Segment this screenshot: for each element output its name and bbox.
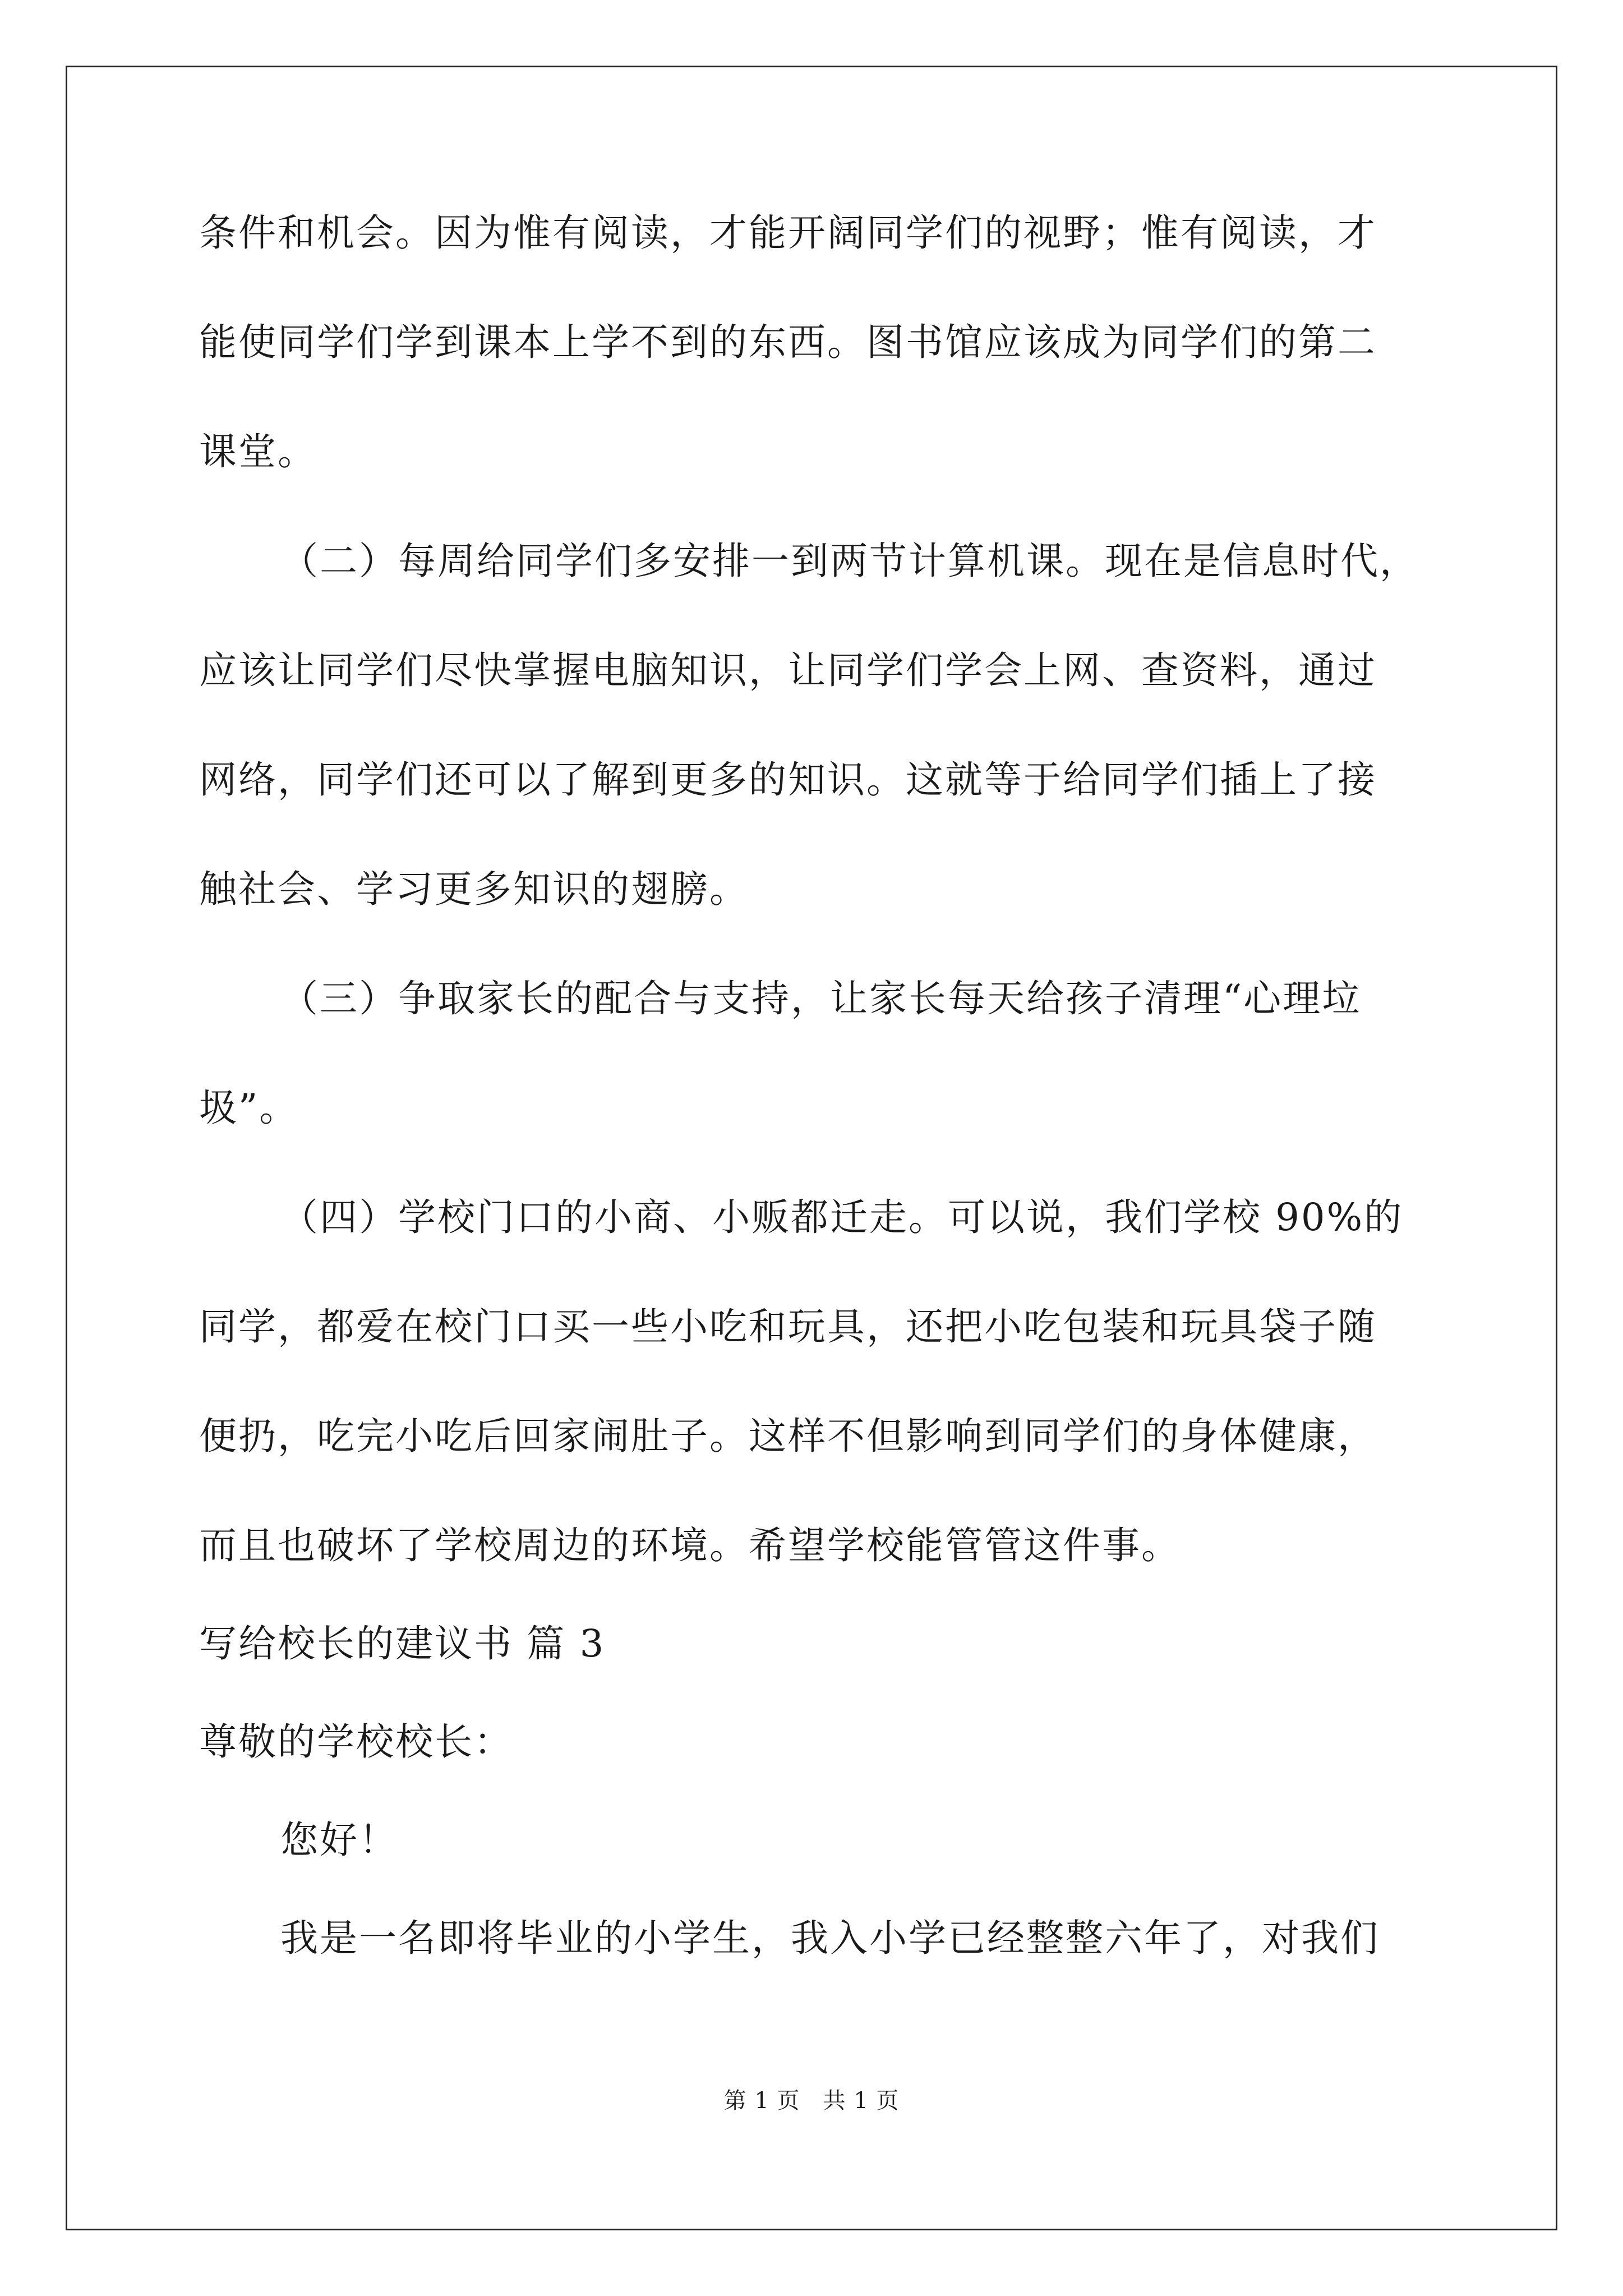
text-line: （二）每周给同学们多安排一到两节计算机课。现在是信息时代，: [280, 539, 1419, 583]
salutation: 尊敬的学校校长：: [199, 1720, 513, 1764]
text-line: 我是一名即将毕业的小学生，我入小学已经整整六年了，对我们: [280, 1916, 1380, 1960]
section-title: 写给校长的建议书 篇 3: [199, 1622, 606, 1665]
page-border: [66, 66, 1557, 2230]
text-line: （三）争取家长的配合与支持，让家长每天给孩子清理“心理垃: [280, 977, 1362, 1020]
text-line: （四）学校门口的小商、小贩都迁走。可以说，我们学校 90%的: [280, 1195, 1404, 1239]
text-line: 同学，都爱在校门口买一些小吃和玩具，还把小吃包装和玩具袋子随: [199, 1305, 1377, 1349]
page-number-footer: 第 1 页 共 1 页: [723, 2088, 900, 2114]
text-line: 课堂。: [199, 430, 317, 473]
text-line: 圾”。: [199, 1086, 299, 1130]
text-line: 应该让同学们尽快掌握电脑知识，让同学们学会上网、查资料，通过: [199, 648, 1377, 692]
text-line: 而且也破坏了学校周边的环境。希望学校能管管这件事。: [199, 1524, 1181, 1567]
greeting: 您好！: [280, 1818, 398, 1862]
text-line: 能使同学们学到课本上学不到的东西。图书馆应该成为同学们的第二: [199, 320, 1377, 364]
text-line: 网络，同学们还可以了解到更多的知识。这就等于给同学们插上了接: [199, 758, 1377, 802]
text-line: 条件和机会。因为惟有阅读，才能开阔同学们的视野；惟有阅读，才: [199, 211, 1377, 255]
text-line: 便扔，吃完小吃后回家闹肚子。这样不但影响到同学们的身体健康，: [199, 1414, 1377, 1458]
text-line: 触社会、学习更多知识的翅膀。: [199, 867, 749, 911]
